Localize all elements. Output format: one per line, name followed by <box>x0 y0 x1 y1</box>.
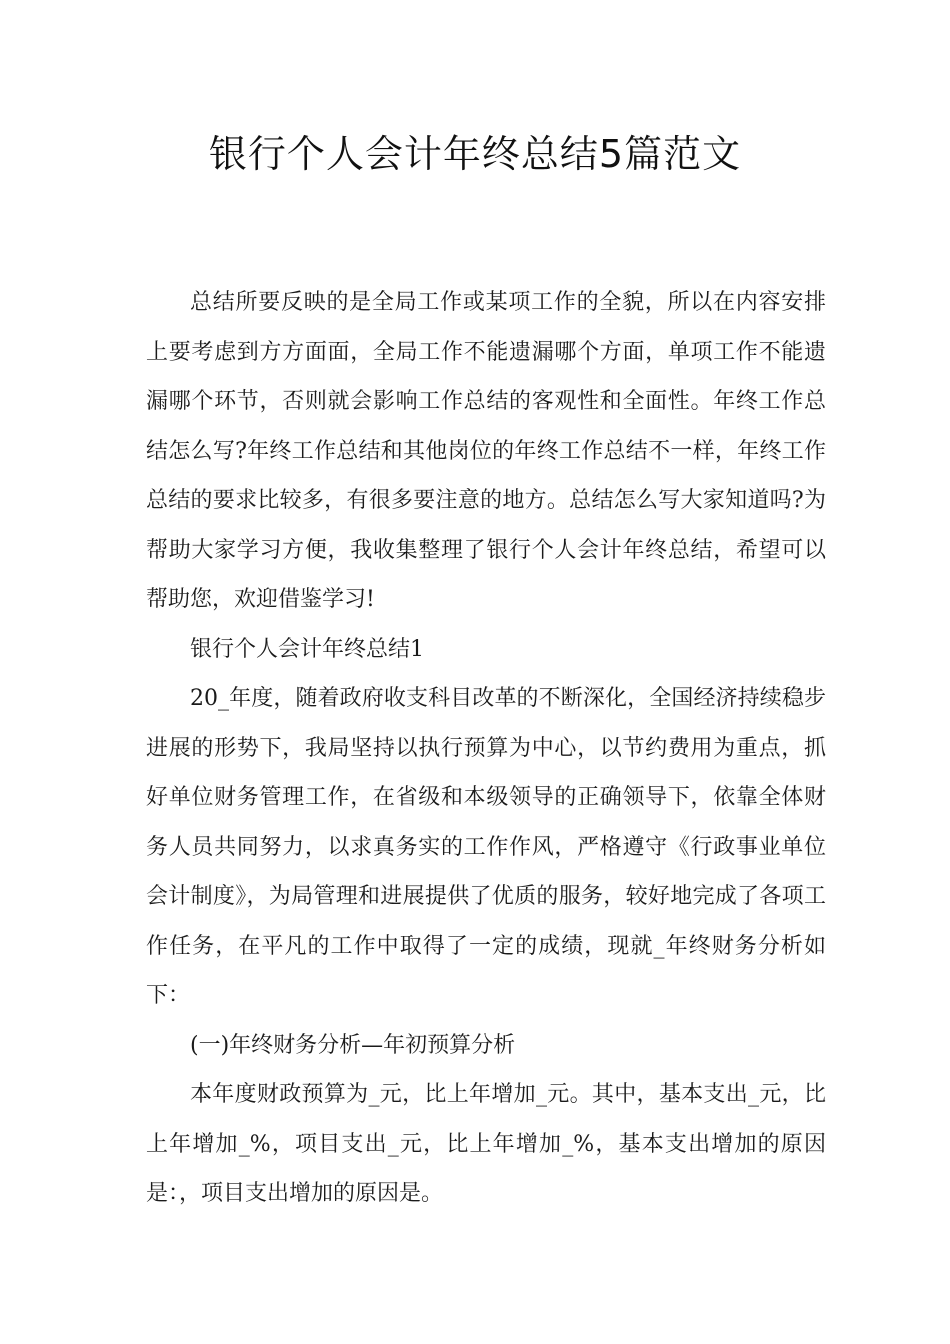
body-paragraph: 本年度财政预算为_元，比上年增加_元。其中，基本支出_元，比上年增加_%，项目支出_元，比上年增加_%，基本支出增加的原因是：，项目支出增加的原因是。 <box>146 1082 826 1206</box>
section-heading: 银行个人会计年终总结1 <box>190 636 424 662</box>
document-title: 银行个人会计年终总结5篇范文 <box>208 132 742 176</box>
document-body <box>146 278 826 1219</box>
intro-paragraph: 总结所要反映的是全局工作或某项工作的全貌，所以在内容安排上要考虑到方方面面，全局工作不能遗漏哪个方面，单项工作不能遗漏哪个环节，否则就会影响工作总结的客观性和全面性。年终工作总结怎么写?年终工作总结和其他岗位的年终工作总结不一样，年终工作总结的要求比较多，有很多要注意的地方。总结怎么写大家知道吗?为帮助大家学习方便，我收集整理了银行个人会计年终总结，希望可以帮助您，欢迎借鉴学习! <box>146 290 826 612</box>
body-paragraph: 20_年度，随着政府收支科目改革的不断深化，全国经济持续稳步进展的形势下，我局坚持以执行预算为中心，以节约费用为重点，抓好单位财务管理工作，在省级和本级领导的正确领导下，依靠全体财务人员共同努力，以求真务实的工作作风，严格遵守《行政事业单位会计制度》，为局管理和进展提供了优质的服务，较好地完成了各项工作任务，在平凡的工作中取得了一定的成绩，现就_年终财务分析如下： <box>146 686 826 1008</box>
subsection-heading: (一)年终财务分析—年初预算分析 <box>190 1032 516 1058</box>
